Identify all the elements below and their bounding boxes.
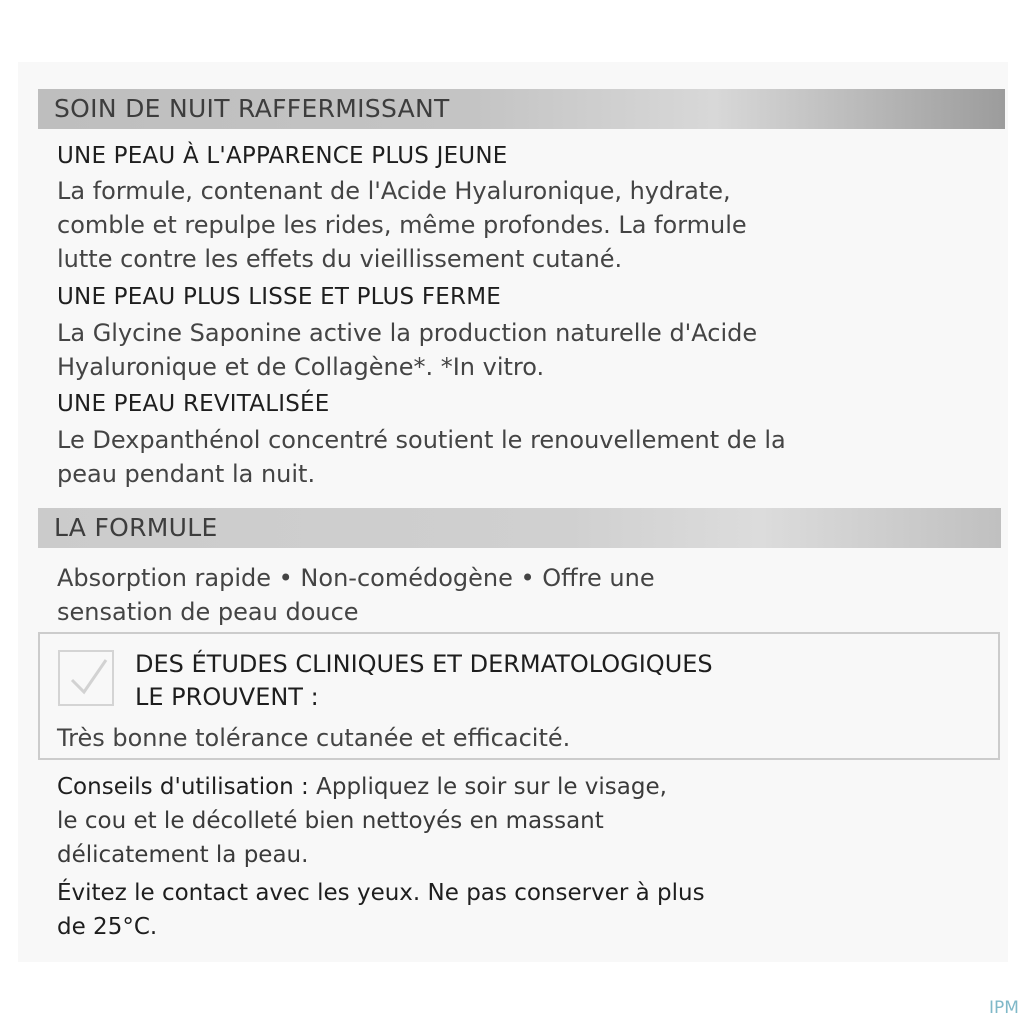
section-title-night-care: SOIN DE NUIT RAFFERMISSANT xyxy=(38,89,1005,129)
text-line: Le Dexpanthénol concentré soutient le renouvellement de la xyxy=(57,426,786,454)
text-line: le cou et le décolleté bien nettoyés en massant xyxy=(57,808,604,834)
heading-younger-skin: UNE PEAU À L'APPARENCE PLUS JEUNE xyxy=(57,143,508,169)
text-line: LE PROUVENT : xyxy=(135,683,319,711)
text-line: Appliquez le soir sur le visage, xyxy=(308,774,667,800)
paragraph-revitalized-skin xyxy=(57,423,786,491)
usage-label: Conseils d'utilisation : xyxy=(57,774,309,800)
text-line: Hyaluronique et de Collagène*. *In vitro. xyxy=(57,353,545,381)
warning-text xyxy=(57,876,705,944)
section-title-formula: LA FORMULE xyxy=(38,508,1001,548)
clinical-text: Très bonne tolérance cutanée et efficacité. xyxy=(57,724,571,752)
text-line: DES ÉTUDES CLINIQUES ET DERMATOLOGIQUES xyxy=(135,650,713,678)
checkmark-icon xyxy=(58,650,114,706)
usage-first-line xyxy=(57,770,667,804)
text-line: comble et repulpe les rides, même profondes. La formule xyxy=(57,211,747,239)
text-line: lutte contre les effets du vieillissement cutané. xyxy=(57,245,623,273)
text-line: La formule, contenant de l'Acide Hyaluronique, hydrate, xyxy=(57,177,731,205)
usage-instructions xyxy=(57,770,667,872)
paragraph-younger-skin xyxy=(57,174,747,276)
text-line: La Glycine Saponine active la production naturelle d'Acide xyxy=(57,319,758,347)
formula-text xyxy=(57,561,655,629)
text-line: délicatement la peau. xyxy=(57,842,309,868)
text-line: peau pendant la nuit. xyxy=(57,460,316,488)
heading-smoother-skin: UNE PEAU PLUS LISSE ET PLUS FERME xyxy=(57,284,501,310)
watermark-logo: IPM xyxy=(989,998,1019,1018)
paragraph-smoother-skin xyxy=(57,316,757,384)
text-line: de 25°C. xyxy=(57,914,158,940)
text-line: Évitez le contact avec les yeux. Ne pas conserver à plus xyxy=(57,880,705,906)
text-line: sensation de peau douce xyxy=(57,598,359,626)
heading-revitalized-skin: UNE PEAU REVITALISÉE xyxy=(57,391,330,417)
text-line: Absorption rapide • Non-comédogène • Offre une xyxy=(57,564,655,592)
clinical-heading xyxy=(135,648,713,714)
